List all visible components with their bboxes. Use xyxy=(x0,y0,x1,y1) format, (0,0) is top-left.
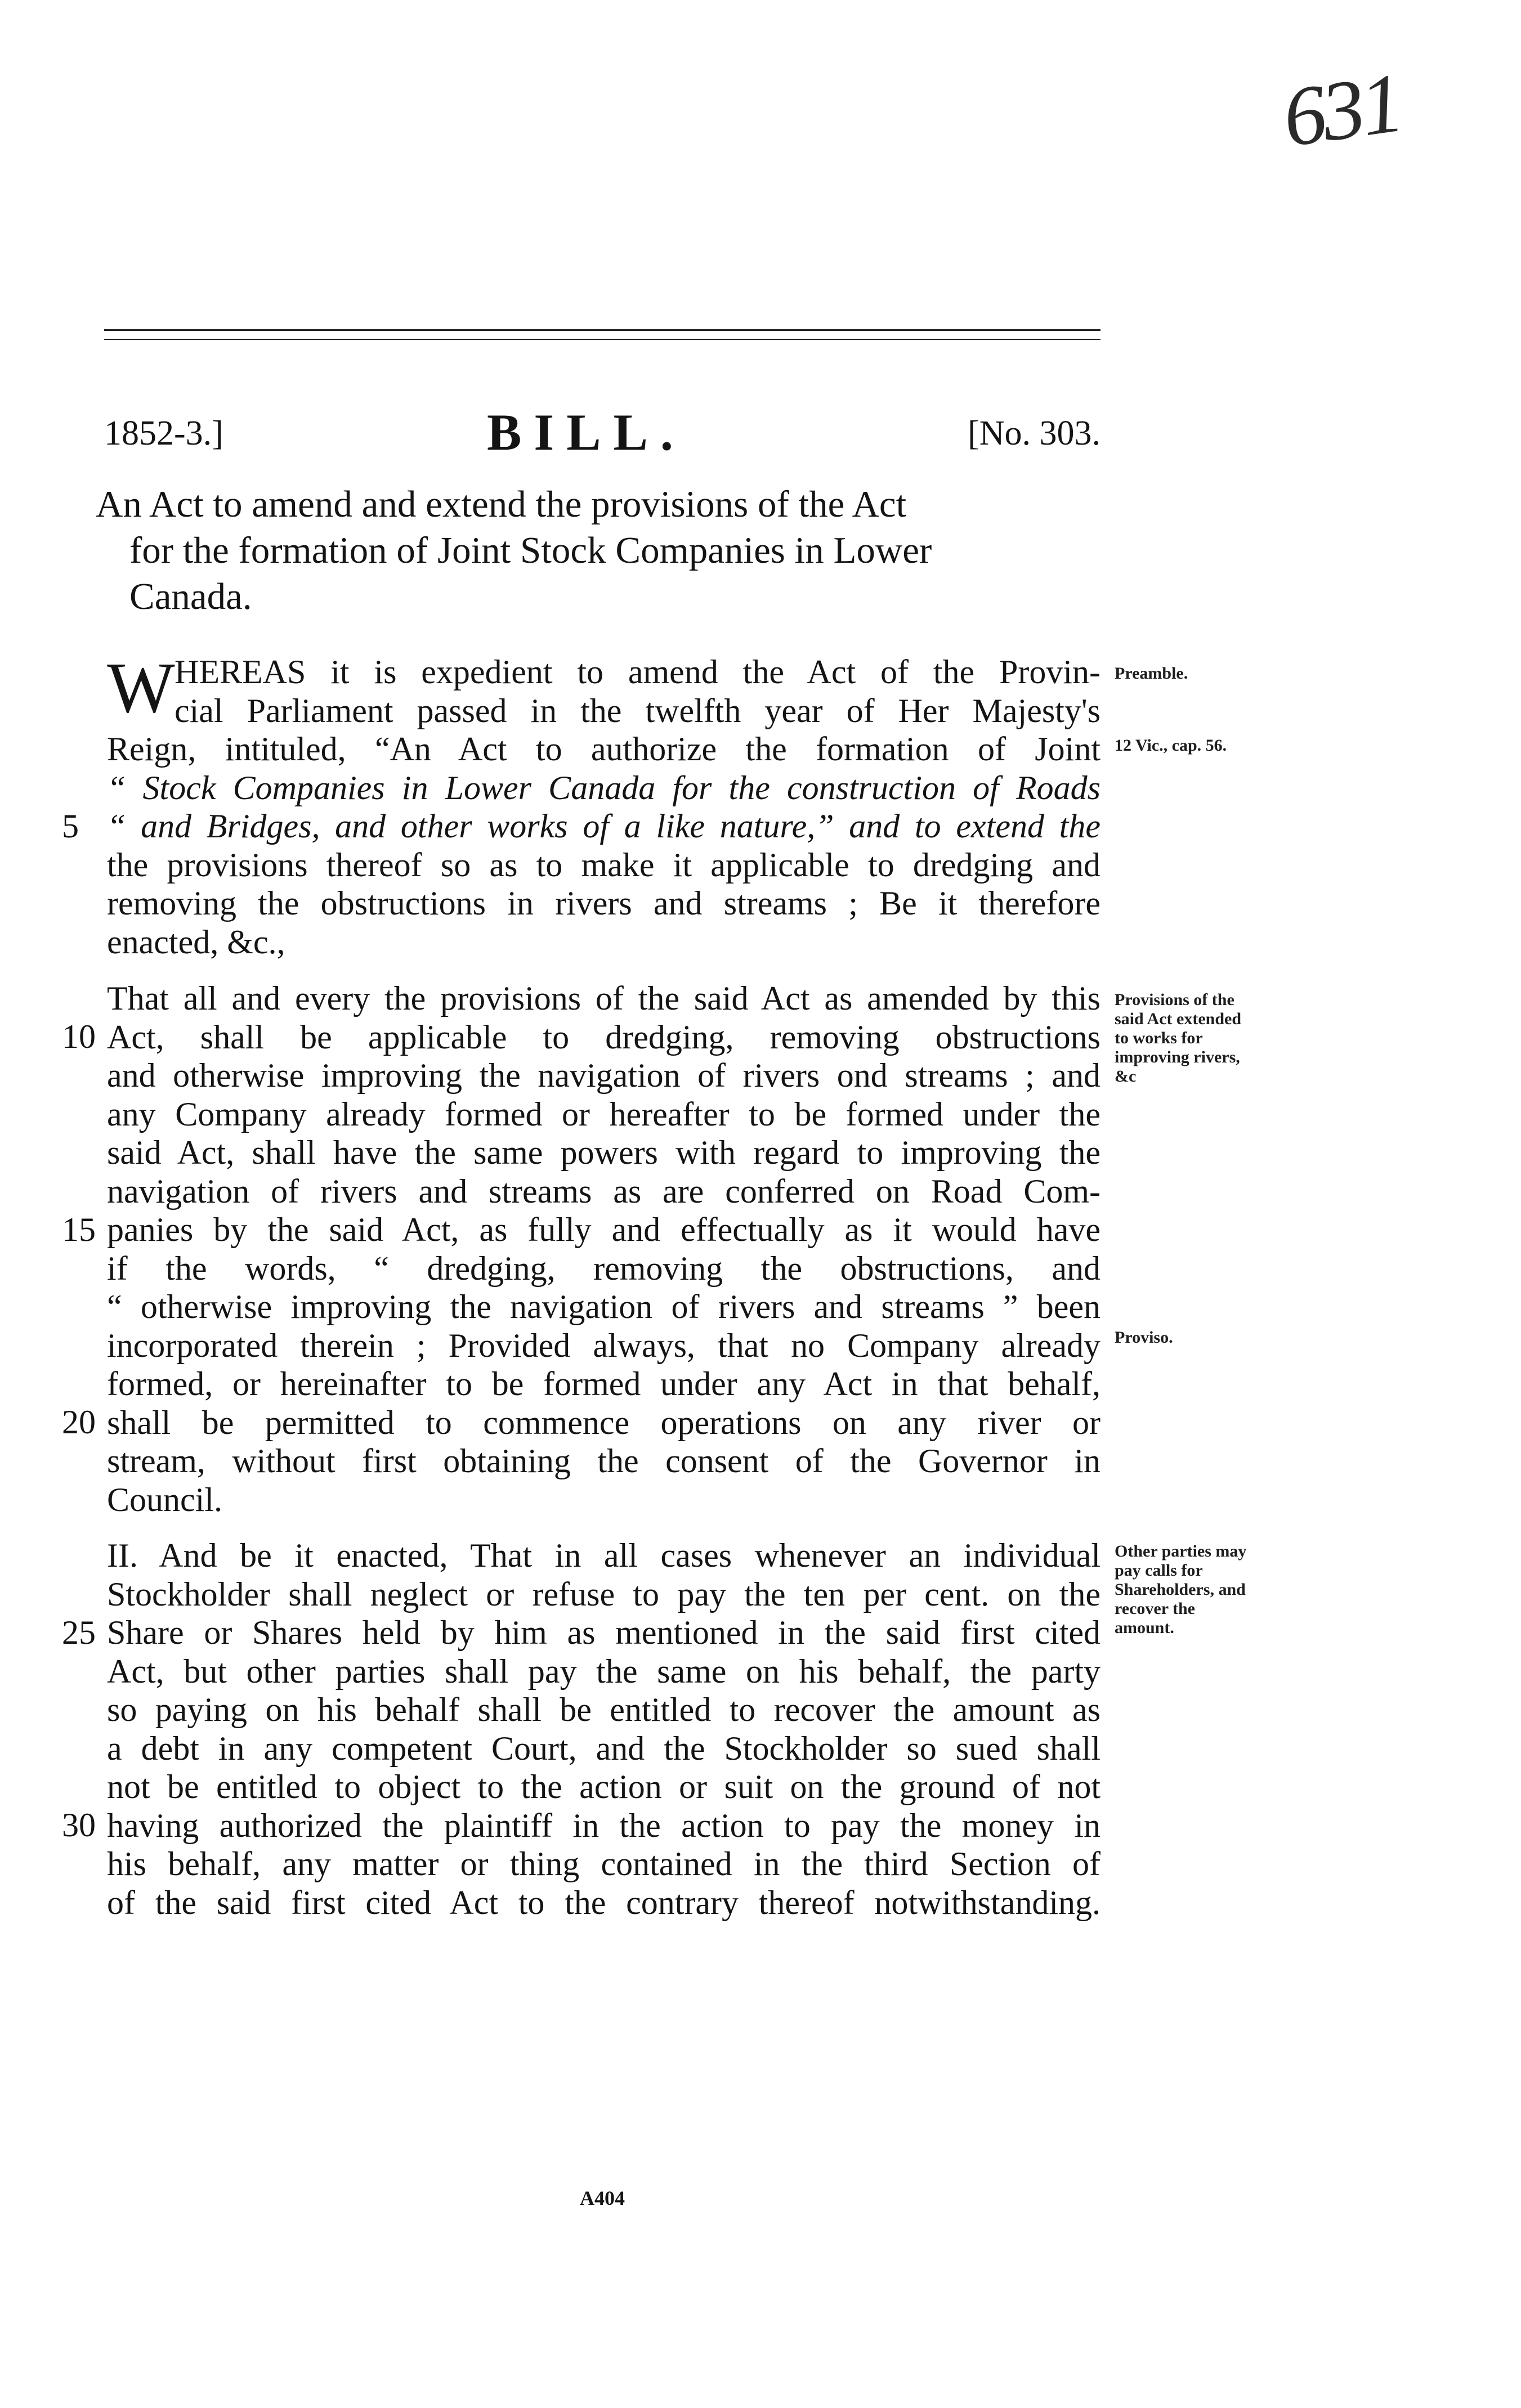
printer-signature: A404 xyxy=(580,2187,625,2209)
text-line: “ and Bridges, and other works of a like nature,” and to extend the xyxy=(107,808,1101,845)
margin-note-other-parties: Other parties may pay calls for Shareholders, and recover the amount. xyxy=(1115,1542,1247,1637)
text-line: enacted, &c., xyxy=(107,923,285,961)
bill-number: [No. 303. xyxy=(968,414,1101,452)
act-title xyxy=(96,481,1103,620)
preamble xyxy=(107,648,1101,961)
text-line: Share or Shares held by him as mentioned in the said first cited xyxy=(107,1614,1101,1651)
line-number: 20 xyxy=(62,1403,96,1441)
margin-note-citation: 12 Vic., cap. 56. xyxy=(1115,736,1227,755)
text-line: a debt in any competent Court, and the Stockholder so sued shall xyxy=(107,1729,1101,1767)
text-line: That all and every the provisions of the said Act as amended by this xyxy=(107,980,1101,1017)
margin-note-proviso: Proviso. xyxy=(1115,1328,1173,1347)
act-title-line: for the formation of Joint Stock Companies in Lower xyxy=(129,530,932,571)
text-line: Act, but other parties shall pay the same on his behalf, the party xyxy=(107,1652,1101,1690)
section-1 xyxy=(107,979,1101,1519)
text-line: stream, without first obtaining the consent of the Governor in xyxy=(107,1442,1101,1479)
text-line: HEREAS it is expedient to amend the Act of the Provin- xyxy=(175,653,1101,690)
line-number: 10 xyxy=(62,1018,96,1055)
text-line: the provisions thereof so as to make it applicable to dredging and xyxy=(107,846,1101,884)
text-line: if the words, “ dredging, removing the obstructions, and xyxy=(107,1249,1101,1287)
text-line: Reign, intituled, “An Act to authorize the formation of Joint xyxy=(107,730,1101,768)
line-number: 25 xyxy=(62,1614,96,1651)
text-line: “ otherwise improving the navigation of rivers and streams ” been xyxy=(107,1288,1101,1325)
text-line: Act, shall be applicable to dredging, removing obstructions xyxy=(107,1018,1101,1056)
line-number: 15 xyxy=(62,1211,96,1248)
text-line: so paying on his behalf shall be entitled to recover the amount as xyxy=(107,1691,1101,1728)
top-rule-thin xyxy=(104,339,1101,340)
text-line: said Act, shall have the same powers with regard to improving the xyxy=(107,1134,1101,1171)
text-line: of the said first cited Act to the contrary thereof notwithstanding. xyxy=(107,1884,1101,1921)
text-line: having authorized the plaintiff in the action to pay the money in xyxy=(107,1806,1101,1844)
text-line: panies by the said Act, as fully and effectually as it would have xyxy=(107,1211,1101,1248)
text-line: his behalf, any matter or thing contained in the third Section of xyxy=(107,1845,1101,1882)
margin-note-preamble: Preamble. xyxy=(1115,664,1188,683)
text-line: navigation of rivers and streams as are conferred on Road Com- xyxy=(107,1172,1101,1210)
text-line: shall be permitted to commence operations on any river or xyxy=(107,1403,1101,1441)
text-line: formed, or hereinafter to be formed under any Act in that behalf, xyxy=(107,1365,1101,1402)
text-line: Council. xyxy=(107,1481,222,1518)
text-line: Stockholder shall neglect or refuse to pay the ten per cent. on the xyxy=(107,1575,1101,1613)
text-line: not be entitled to object to the action or suit on the ground of not xyxy=(107,1768,1101,1805)
text-line: and otherwise improving the navigation of rivers ond streams ; and xyxy=(107,1057,1101,1094)
line-number: 5 xyxy=(62,808,79,845)
text-line: “ Stock Companies in Lower Canada for the construction of Roads xyxy=(107,769,1101,806)
bill-title: BILL. xyxy=(487,403,686,461)
text-line: any Company already formed or hereafter to be formed under the xyxy=(107,1095,1101,1133)
text-line: cial Parliament passed in the twelfth year of Her Majesty's xyxy=(175,692,1101,729)
act-title-line: An Act to amend and extend the provisions of the Act xyxy=(96,483,907,525)
session-year: 1852-3.] xyxy=(104,414,223,452)
act-title-line: Canada. xyxy=(129,576,252,617)
page-number: 631 xyxy=(1277,56,1406,165)
bill-heading xyxy=(104,403,1101,481)
drop-cap: W xyxy=(107,648,175,728)
section-2 xyxy=(107,1536,1101,1922)
text-line: II. And be it enacted, That in all cases whenever an individual xyxy=(107,1537,1101,1574)
text-line: incorporated therein ; Provided always, that no Company already xyxy=(107,1326,1101,1364)
text-line: removing the obstructions in rivers and streams ; Be it therefore xyxy=(107,885,1101,922)
margin-note-provisions: Provisions of the said Act extended to works for improving rivers, &c xyxy=(1115,990,1241,1086)
line-number: 30 xyxy=(62,1806,96,1844)
top-rule xyxy=(104,329,1101,331)
